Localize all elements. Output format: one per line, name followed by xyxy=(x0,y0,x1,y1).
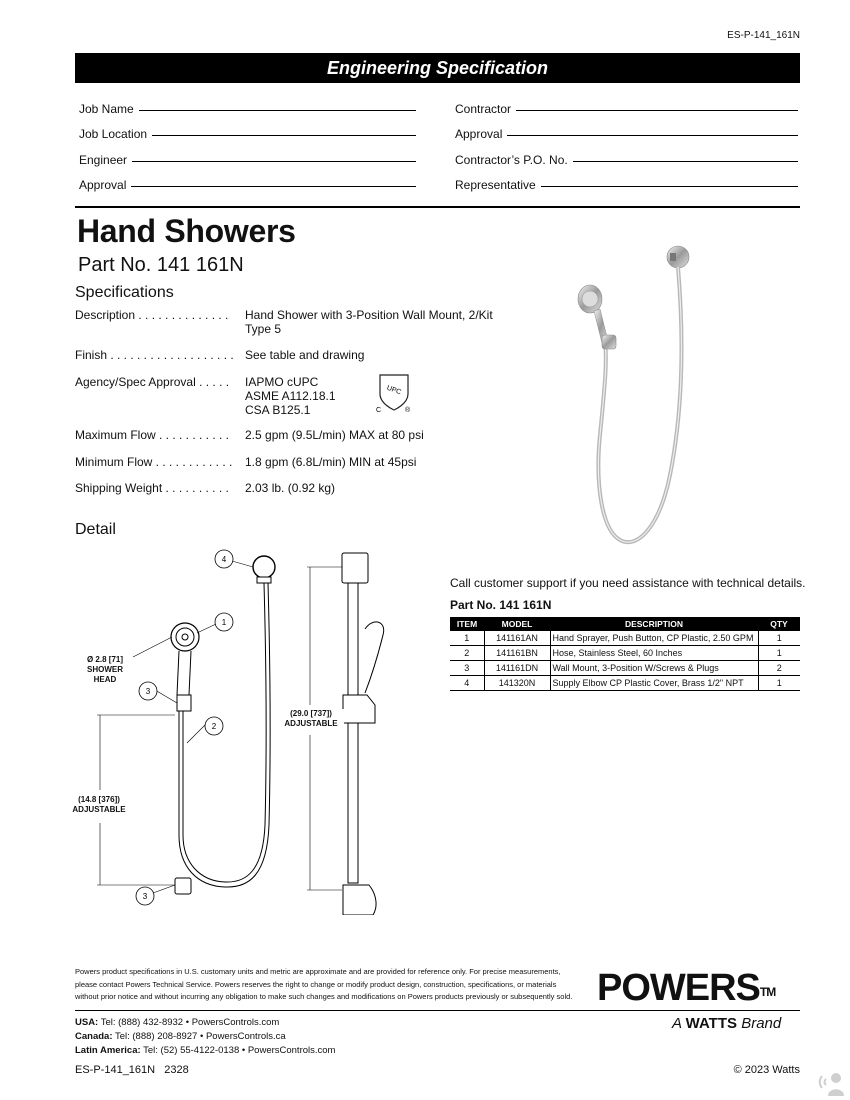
job-name-field[interactable]: Job Name xyxy=(79,102,416,116)
document-number: ES-P-141_161N xyxy=(727,30,800,41)
upc-certification-icon xyxy=(372,372,418,416)
job-location-field[interactable]: Job Location xyxy=(79,127,416,141)
footer-divider xyxy=(75,1010,800,1011)
approval-field-left[interactable]: Approval xyxy=(79,178,416,192)
table-row: 3 141161DN Wall Mount, 3-Position W/Screws & Plugs 2 xyxy=(450,661,800,676)
svg-text:®: ® xyxy=(405,407,411,414)
table-row: 1 141161AN Hand Sprayer, Push Button, CP Plastic, 2.50 GPM 1 xyxy=(450,631,800,646)
contact-latin-america: Latin America: Tel: (52) 55-4122-0138 • PowersControls.com xyxy=(75,1045,336,1056)
detail-drawing xyxy=(75,545,415,915)
callout-1: 1 xyxy=(221,618,227,627)
part-number: Part No. 141 161N xyxy=(78,254,244,276)
contact-usa: USA: Tel: (888) 432-8932 • PowersControls.com xyxy=(75,1017,280,1028)
powers-logo: POWERS™ xyxy=(597,967,776,1009)
spec-row-min-flow: Minimum Flow . . . . . . . . . . . . 1.8 gpm (6.8L/min) MIN at 45psi xyxy=(75,455,417,469)
table-row: 4 141320N Supply Elbow CP Plastic Cover, Brass 1/2" NPT 1 xyxy=(450,676,800,691)
spec-row-finish: Finish . . . . . . . . . . . . . . . . . . . See table and drawing xyxy=(75,348,365,362)
col-description: DESCRIPTION xyxy=(550,617,758,631)
callout-2: 2 xyxy=(211,722,217,731)
spec-row-approval: Agency/Spec Approval . . . . . IAPMO cUPC ASME A112.18.1 CSA B125.1 xyxy=(75,375,336,417)
engineer-field[interactable]: Engineer xyxy=(79,153,416,167)
accessibility-icon[interactable] xyxy=(818,1070,846,1096)
contractor-po-field[interactable]: Contractor’s P.O. No. xyxy=(455,153,798,167)
table-row: 2 141161BN Hose, Stainless Steel, 60 Inches 1 xyxy=(450,646,800,661)
specifications-heading: Specifications xyxy=(75,284,174,301)
contact-canada: Canada: Tel: (888) 208-8927 • PowersControls.ca xyxy=(75,1031,286,1042)
svg-text:UPC: UPC xyxy=(385,384,402,397)
dim-adjustable-long: (29.0 [737]) ADJUSTABLE xyxy=(278,709,344,729)
footer-document-code: ES-P-141_161N 2328 xyxy=(75,1064,189,1076)
callout-3-bottom: 3 xyxy=(142,892,148,901)
section-divider xyxy=(75,206,800,208)
svg-text:C: C xyxy=(376,407,382,414)
dim-adjustable-short: (14.8 [376]) ADJUSTABLE xyxy=(66,795,132,815)
col-model: MODEL xyxy=(484,617,550,631)
representative-field[interactable]: Representative xyxy=(455,178,798,192)
parts-table xyxy=(450,617,800,691)
parts-table-title: Part No. 141 161N xyxy=(450,598,552,612)
callout-4: 4 xyxy=(221,555,227,564)
disclaimer-text: Powers product specifications in U.S. customary units and metric are approximate and are provided for reference only. For precise measurements, please contact Powers Technical Service. Powers reserves the right to change or modify product design, construction, specifications, or materials without prior notice and without incurring any obligation to make such changes and modifications on Powers products previously or subsequently sold. xyxy=(75,967,573,1001)
product-title: Hand Showers xyxy=(77,213,296,249)
contractor-field[interactable]: Contractor xyxy=(455,102,798,116)
callout-3-top: 3 xyxy=(145,687,151,696)
copyright: © 2023 Watts xyxy=(733,1064,800,1076)
approval-field-right[interactable]: Approval xyxy=(455,127,798,141)
title-bar xyxy=(75,53,800,83)
detail-heading: Detail xyxy=(75,521,116,538)
dim-shower-head: Ø 2.8 [71] SHOWER HEAD xyxy=(86,655,123,684)
product-photo xyxy=(560,235,720,555)
spec-row-shipping-weight: Shipping Weight . . . . . . . . . . 2.03 lb. (0.92 kg) xyxy=(75,481,336,495)
title-bar-text: Engineering Specification xyxy=(326,57,549,78)
col-item: ITEM xyxy=(450,617,484,631)
watts-brand: A WATTS Brand xyxy=(672,1015,782,1032)
col-qty: QTY xyxy=(758,617,800,631)
spec-row-description: Description . . . . . . . . . . . . . . Hand Shower with 3-Position Wall Mount, 2/Kit Type 5 xyxy=(75,308,493,336)
support-note: Call customer support if you need assistance with technical details. xyxy=(450,576,806,590)
spec-row-max-flow: Maximum Flow . . . . . . . . . . . 2.5 gpm (9.5L/min) MAX at 80 psi xyxy=(75,428,424,442)
